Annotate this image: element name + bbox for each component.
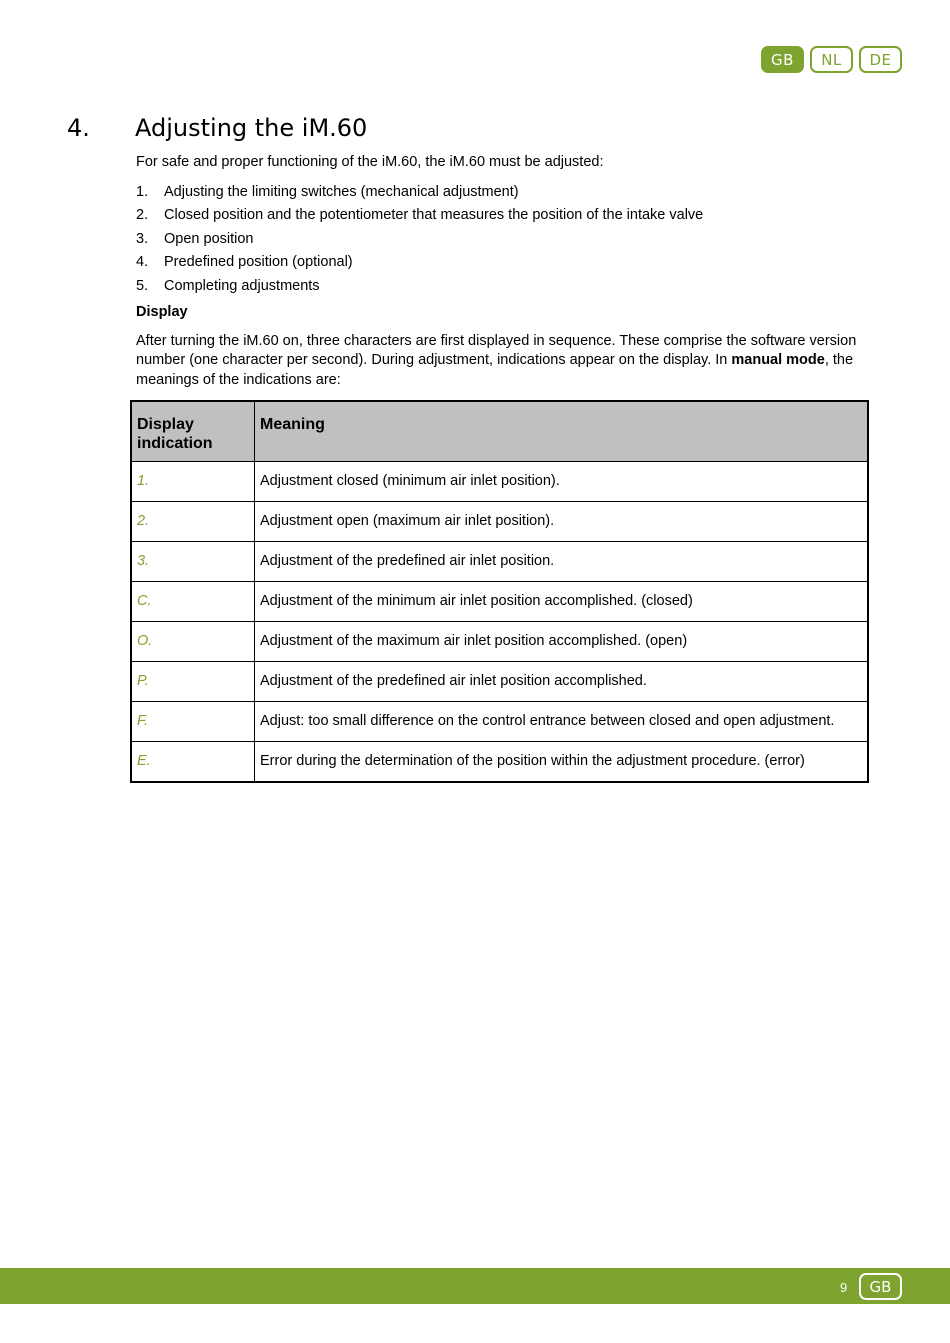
indication-code: F. bbox=[131, 702, 255, 742]
list-item-number: 1. bbox=[136, 183, 149, 200]
table-row bbox=[131, 702, 868, 742]
list-item-number: 5. bbox=[136, 277, 149, 294]
section-title: Adjusting the iM.60 bbox=[135, 114, 368, 142]
indication-code: 2. bbox=[131, 502, 255, 542]
table-row bbox=[131, 462, 868, 502]
indication-code: C. bbox=[131, 582, 255, 622]
header-display-indication: Display indication bbox=[131, 401, 255, 462]
display-paragraph-bold: manual mode bbox=[731, 352, 825, 369]
list-item bbox=[136, 183, 876, 207]
table-row bbox=[131, 502, 868, 542]
page-number: 9 bbox=[840, 1280, 848, 1295]
indication-meaning: Adjustment of the predefined air inlet position accomplished. bbox=[255, 662, 869, 702]
table-row bbox=[131, 542, 868, 582]
indication-code: 1. bbox=[131, 462, 255, 502]
list-item-text: Predefined position (optional) bbox=[164, 254, 353, 271]
list-item bbox=[136, 230, 876, 254]
indication-meaning: Adjustment of the minimum air inlet position accomplished. (closed) bbox=[255, 582, 869, 622]
list-item-text: Adjusting the limiting switches (mechanical adjustment) bbox=[164, 183, 519, 200]
indication-code: 3. bbox=[131, 542, 255, 582]
indication-meaning: Error during the determination of the position within the adjustment procedure. (error) bbox=[255, 742, 869, 783]
indication-meaning: Adjustment closed (minimum air inlet position). bbox=[255, 462, 869, 502]
list-item-number: 4. bbox=[136, 254, 149, 271]
display-paragraph-end: , the meanings of the indications are: bbox=[136, 352, 854, 388]
indications-table bbox=[130, 400, 869, 783]
list-item-text: Completing adjustments bbox=[164, 277, 320, 294]
section-number: 4. bbox=[67, 114, 90, 142]
indication-meaning: Adjust: too small difference on the control entrance between closed and open adjustment. bbox=[255, 702, 869, 742]
main-content bbox=[136, 153, 876, 390]
indication-code: O. bbox=[131, 622, 255, 662]
intro-text: For safe and proper functioning of the iM.60, the iM.60 must be adjusted: bbox=[136, 154, 604, 170]
list-item bbox=[136, 253, 876, 277]
display-paragraph-start: After turning the iM.60 on, three characters are first displayed in sequence. These comprise the software version number (one character per second). During adjustment, indications appear on the display. In bbox=[136, 332, 857, 369]
list-item-text: Open position bbox=[164, 230, 254, 247]
list-item bbox=[136, 206, 876, 230]
indication-meaning: Adjustment open (maximum air inlet position). bbox=[255, 502, 869, 542]
header-meaning: Meaning bbox=[255, 401, 869, 462]
list-item-number: 3. bbox=[136, 230, 149, 247]
display-paragraph bbox=[136, 332, 876, 391]
language-tab-nl[interactable]: NL bbox=[810, 46, 853, 73]
indication-meaning: Adjustment of the maximum air inlet position accomplished. (open) bbox=[255, 622, 869, 662]
table-row bbox=[131, 662, 868, 702]
display-heading: Display bbox=[136, 304, 188, 321]
list-item-number: 2. bbox=[136, 207, 149, 224]
indication-code: P. bbox=[131, 662, 255, 702]
list-item bbox=[136, 277, 876, 301]
list-item-text: Closed position and the potentiometer that measures the position of the intake valve bbox=[164, 207, 704, 224]
table-row bbox=[131, 742, 868, 783]
table-row bbox=[131, 622, 868, 662]
indication-code: E. bbox=[131, 742, 255, 783]
indication-meaning: Adjustment of the predefined air inlet position. bbox=[255, 542, 869, 582]
table-row bbox=[131, 582, 868, 622]
language-tab-de[interactable]: DE bbox=[859, 46, 902, 73]
steps-list bbox=[136, 183, 876, 301]
language-tabs bbox=[761, 46, 902, 73]
footer-language-badge: GB bbox=[859, 1273, 902, 1300]
language-tab-gb[interactable]: GB bbox=[761, 46, 804, 73]
footer-bar bbox=[0, 1268, 950, 1304]
table-header-row bbox=[131, 401, 868, 462]
